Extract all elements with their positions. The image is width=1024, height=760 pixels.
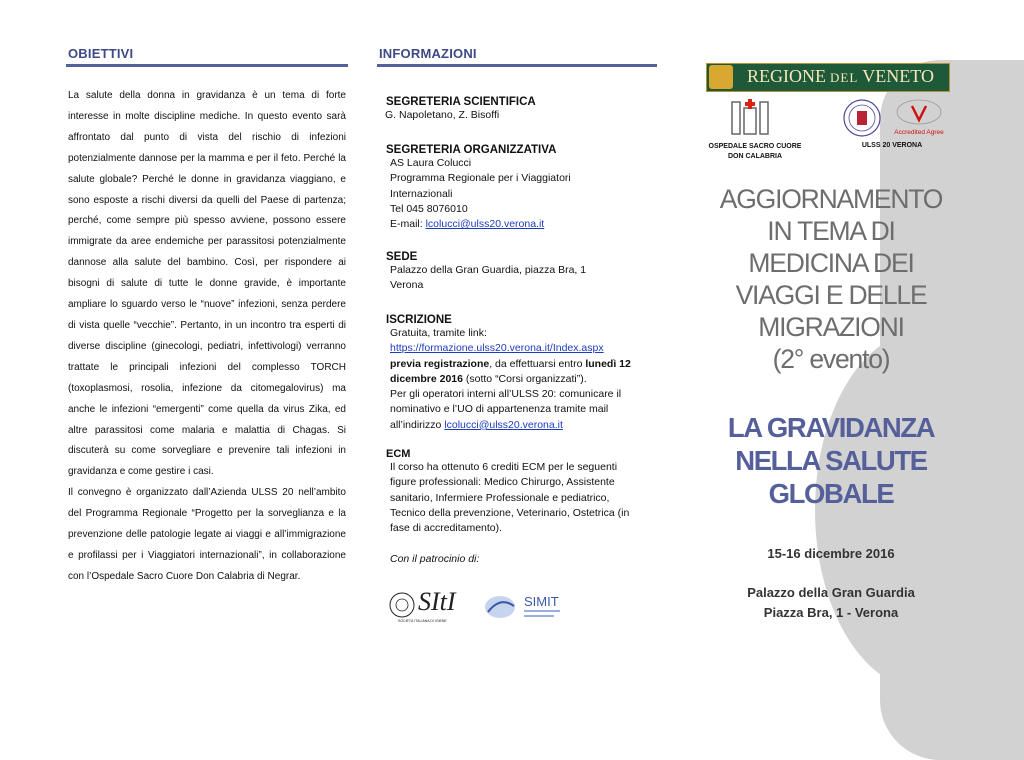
event-subtitle-line: LA GRAVIDANZA	[727, 412, 935, 443]
event-title-line: AGGIORNAMENTO	[719, 184, 943, 214]
organizing-secretariat	[386, 144, 648, 232]
registration-deadline-date: lunedì 12 dicembre 2016	[390, 357, 631, 385]
event-dates: 15-16 dicembre 2016	[767, 546, 895, 561]
regione-veneto-logo	[706, 63, 950, 92]
event-subtitle	[700, 411, 962, 510]
organizing-email-link[interactable]: lcolucci@ulss20.verona.it	[425, 218, 545, 231]
objectives-heading: OBIETTIVI	[68, 46, 134, 61]
ecm-title: ECM	[386, 448, 411, 460]
objectives-text	[68, 86, 346, 588]
info-section	[386, 96, 648, 123]
venue-line: Verona	[390, 279, 424, 292]
event-title-line: MIGRAZIONI	[758, 312, 904, 342]
hospital-logo	[730, 98, 774, 138]
organizing-secretariat-title: SEGRETERIA ORGANIZZATIVA	[386, 144, 557, 156]
region-word: DEL	[830, 70, 859, 85]
organizing-phone: Tel 045 8076010	[390, 202, 468, 215]
registration-line: Gratuita, tramite link:	[390, 327, 487, 339]
lion-emblem	[709, 65, 733, 89]
event-subtitle-line: GLOBALE	[768, 478, 894, 509]
venue-info	[386, 251, 648, 294]
registration-internal-text: Per gli operatori interni all’ULSS 20: comunicare il nominativo e l’UO di appartenenza tramite mail all’indirizzo	[390, 388, 622, 431]
info-rule	[377, 64, 657, 67]
siti-caption: SOCIETÀ ITALIANA DI IGIENE	[398, 619, 447, 623]
background-silhouette-bulge	[815, 330, 1024, 690]
region-word: VENETO	[862, 66, 934, 86]
organizing-line: Internazionali	[390, 187, 453, 200]
registration-text: , da effettuarsi entro	[489, 357, 586, 370]
objectives-paragraph: La salute della donna in gravidanza è un tema di forte interesse in molte discipline mediche. In questo evento sarà affrontato dal punto di vista del rischio di infezioni potenzialmente dannose per la mamma e per il feto. Perché la salute globale? Perché le donne in gravidanza viaggiano, e sono esposte a rischi diversi da quelli del Paese di partenza; perché, come sempre più spesso avviene, possono essere immigrate da aree endemiche per parassitosi potenzialmente dannose alla salute del bambino. Così, per rispondere ai bisogni di salute di tutte le donne gravide, è importante ampliare lo sguardo verso le “nuove” infezioni, senza perdere di vista quelle “vecchie”. Pertanto, in un incontro tra esperti di diverse discipline (ginecologi, pediatri, infettivologi) verranno trattate le principali infezioni del complesso TORCH (toxoplasmosi, rosolia, infezione da citomegalovirus) ma anche le infezioni “emergenti” come quella da virus Zika, ed altre parassitosi come malaria e malattia di Chagas. Si discuterà su come sorvegliare e prevenire tali infezioni in gravidanza e come gestire i casi.	[68, 90, 346, 478]
hospital-name: OSPEDALE SACRO CUORE DON CALABRIA	[708, 143, 802, 160]
event-title-line: MEDICINA DEI	[748, 248, 914, 278]
email-label: E-mail:	[390, 218, 426, 231]
ulss-logo	[840, 98, 886, 138]
simit-logo	[482, 592, 572, 622]
scientific-secretariat-names: G. Napoletano, Z. Bisoffi	[385, 109, 500, 121]
event-title-line: (2° evento)	[772, 344, 890, 374]
registration-info	[386, 314, 648, 433]
objectives-paragraph: Il convegno è organizzato dall’Azienda ULSS 20 nell’ambito del Programma Regionale “Progetto per la sorveglianza e la prevenzione delle patologie legate ai viaggi e all’immigrazione e profilassi per i Viaggiatori internazionali”, in collaborazione con l’Ospedale Sacro Cuore Don Calabria di Negrar.	[68, 487, 346, 582]
registration-internal	[390, 387, 648, 433]
region-name	[747, 66, 934, 87]
registration-email-link[interactable]: lcolucci@ulss20.verona.it	[444, 418, 563, 431]
event-title-line: VIAGGI E DELLE	[735, 280, 927, 310]
patronage-label: Con il patrocinio di:	[390, 553, 480, 565]
ecm-info	[386, 448, 638, 536]
registration-link[interactable]: https://formazione.ulss20.verona.it/Index.aspx	[390, 342, 604, 355]
venue-line: Palazzo della Gran Guardia, piazza Bra, 1	[390, 264, 587, 276]
registration-deadline	[390, 357, 648, 388]
accreditation-text: Accredited Agree	[894, 129, 944, 136]
siti-logo	[388, 583, 474, 629]
organizing-line: Programma Regionale per i Viaggiatori	[390, 172, 571, 185]
organizing-email-row	[390, 217, 648, 232]
scientific-secretariat-title: SEGRETERIA SCIENTIFICA	[386, 96, 536, 108]
event-title-line: IN TEMA DI	[767, 216, 895, 246]
event-subtitle-line: NELLA SALUTE	[735, 445, 927, 476]
registration-text: (sotto “Corsi organizzati”).	[462, 372, 587, 385]
event-venue-line2: Piazza Bra, 1 - Verona	[763, 605, 899, 620]
venue-title: SEDE	[386, 251, 418, 263]
objectives-rule	[66, 64, 348, 67]
registration-bold: previa registrazione	[390, 357, 490, 370]
simit-name: SIMIT	[524, 594, 559, 609]
ulss-name: ULSS 20 VERONA	[861, 142, 923, 149]
registration-title: ISCRIZIONE	[386, 314, 452, 326]
event-venue-line1: Palazzo della Gran Guardia	[747, 585, 915, 600]
region-word: REGIONE	[747, 66, 826, 86]
accreditation-logo	[892, 98, 946, 142]
organizing-line: AS Laura Colucci	[390, 157, 472, 169]
info-heading: INFORMAZIONI	[379, 46, 477, 61]
siti-name: SItI	[418, 587, 456, 616]
event-title	[700, 183, 962, 375]
ecm-text: Il corso ha ottenuto 6 crediti ECM per le seguenti figure professionali: Medico Chirurgo, Assistente sanitario, Infermiere Professionale e pediatrico, Tecnico della prevenzione, Veterinario, Ostetrica (in fase di accreditamento).	[390, 461, 630, 535]
registration-link-row	[390, 341, 648, 356]
